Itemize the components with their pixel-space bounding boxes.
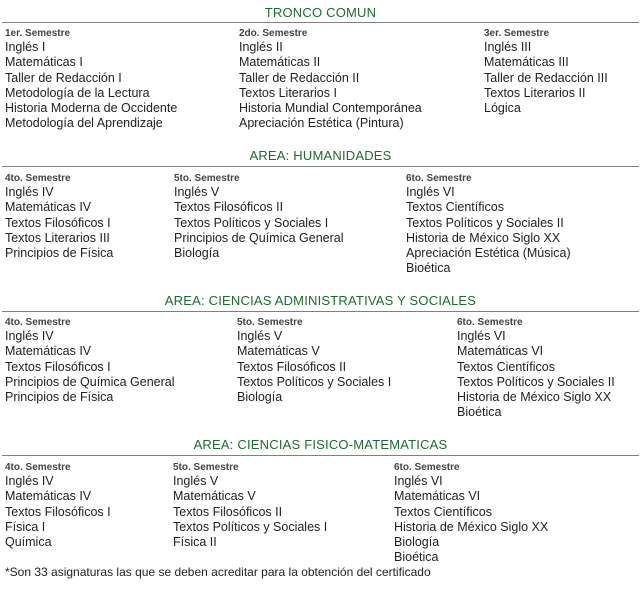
- course-item: Textos Políticos y Sociales I: [237, 374, 392, 389]
- semester-heading: 5to. Semestre: [173, 462, 239, 473]
- course-item: Inglés II: [239, 40, 283, 54]
- semester-column: [174, 173, 344, 261]
- course-item: Textos Literarios II: [484, 85, 586, 100]
- course-list: [406, 185, 571, 277]
- semester-heading: 5to. Semestre: [174, 173, 240, 184]
- semester-column: [237, 317, 391, 405]
- course-item: Taller de Redacción I: [5, 70, 122, 85]
- course-item: Matemáticas IV: [5, 344, 92, 359]
- section-divider: [2, 22, 639, 23]
- section-divider: [2, 455, 639, 456]
- semester-column: [239, 28, 422, 132]
- course-item: Matemáticas V: [173, 489, 256, 504]
- course-item: Metodología del Aprendizaje: [5, 116, 163, 131]
- course-item: Textos Literarios I: [239, 85, 337, 100]
- semester-column: [5, 317, 175, 405]
- semester-heading: 6to. Semestre: [394, 462, 460, 473]
- course-list: [173, 474, 327, 550]
- section-title-ciencias-fisico-matematicas: AREA: CIENCIAS FISICO-MATEMATICAS: [193, 437, 448, 452]
- semester-heading: 6to. Semestre: [457, 317, 523, 328]
- course-item: Historia Mundial Contemporánea: [239, 101, 422, 116]
- course-item: Matemáticas IV: [5, 200, 92, 215]
- section-title-ciencias-administrativas: AREA: CIENCIAS ADMINISTRATIVAS Y SOCIALES: [164, 293, 477, 308]
- course-item: Textos Literarios III: [5, 230, 110, 245]
- semester-column: [5, 462, 111, 550]
- course-item: Textos Filosóficos I: [5, 359, 111, 374]
- course-item: Apreciación Estética (Música): [406, 246, 571, 261]
- course-item: Inglés III: [484, 40, 532, 54]
- section-divider: [2, 166, 639, 167]
- course-item: Matemáticas I: [5, 55, 83, 70]
- course-item: Inglés V: [173, 474, 219, 488]
- course-item: Textos Políticos y Sociales II: [406, 215, 564, 230]
- course-item: Inglés VI: [406, 185, 455, 199]
- semester-heading: 4to. Semestre: [5, 462, 71, 473]
- course-item: Bioética: [457, 405, 502, 420]
- course-item: Matemáticas III: [484, 55, 569, 70]
- course-item: Textos Políticos y Sociales II: [457, 374, 615, 389]
- course-item: Inglés VI: [394, 474, 443, 488]
- course-item: Inglés V: [174, 185, 220, 199]
- semester-column: [173, 462, 327, 550]
- semester-column: [394, 462, 548, 566]
- course-item: Textos Filosóficos II: [173, 504, 283, 519]
- course-item: Inglés I: [5, 40, 46, 54]
- course-item: Historia de México Siglo XX: [406, 230, 561, 245]
- course-item: Textos Filosóficos I: [5, 215, 111, 230]
- course-item: Principios de Física: [5, 390, 114, 405]
- course-item: Bioética: [406, 261, 451, 276]
- course-item: Principios de Física: [5, 246, 114, 261]
- semester-heading: 4to. Semestre: [5, 173, 71, 184]
- semester-column: [484, 28, 608, 116]
- semester-heading: 3er. Semestre: [484, 28, 550, 39]
- course-item: Principios de Química General: [174, 230, 344, 245]
- course-item: Textos Filosóficos II: [174, 200, 284, 215]
- course-list: [457, 329, 615, 421]
- course-list: [5, 40, 177, 132]
- course-item: Física II: [173, 535, 217, 550]
- course-item: Historia Moderna de Occidente: [5, 101, 178, 116]
- course-list: [174, 185, 344, 261]
- section-title-humanidades: AREA: HUMANIDADES: [249, 148, 392, 163]
- course-item: Física I: [5, 519, 46, 534]
- course-item: Inglés IV: [5, 474, 54, 488]
- course-item: Matemáticas II: [239, 55, 321, 70]
- course-item: Textos Filosóficos II: [237, 359, 347, 374]
- course-item: Inglés IV: [5, 329, 54, 343]
- course-item: Metodología de la Lectura: [5, 85, 150, 100]
- course-item: Bioética: [394, 550, 439, 565]
- course-item: Inglés VI: [457, 329, 506, 343]
- course-item: Textos Políticos y Sociales I: [173, 519, 328, 534]
- semester-column: [5, 173, 113, 261]
- course-item: Historia de México Siglo XX: [394, 519, 549, 534]
- course-item: Biología: [174, 246, 220, 261]
- semester-column: [5, 28, 177, 132]
- semester-heading: 2do. Semestre: [239, 28, 308, 39]
- course-list: [239, 40, 422, 132]
- course-item: Textos Políticos y Sociales I: [174, 215, 329, 230]
- semester-heading: 1er. Semestre: [5, 28, 71, 39]
- semester-heading: 5to. Semestre: [237, 317, 303, 328]
- semester-heading: 4to. Semestre: [5, 317, 71, 328]
- course-item: Matemáticas VI: [394, 489, 481, 504]
- semester-column: [406, 173, 571, 277]
- course-list: [394, 474, 548, 566]
- course-list: [5, 329, 175, 405]
- course-list: [5, 474, 111, 550]
- section-divider: [2, 311, 639, 312]
- course-item: Textos Científicos: [394, 504, 492, 519]
- course-item: Apreciación Estética (Pintura): [239, 116, 404, 131]
- course-item: Principios de Química General: [5, 374, 175, 389]
- course-list: [237, 329, 391, 405]
- footnote: *Son 33 asignaturas las que se deben acreditar para la obtención del certificado: [5, 565, 431, 579]
- course-list: [484, 40, 608, 116]
- course-item: Matemáticas IV: [5, 489, 92, 504]
- course-item: Biología: [237, 390, 283, 405]
- course-item: Lógica: [484, 101, 521, 116]
- course-item: Textos Filosóficos I: [5, 504, 111, 519]
- course-item: Textos Científicos: [457, 359, 555, 374]
- course-item: Química: [5, 535, 52, 550]
- course-item: Taller de Redacción III: [484, 70, 608, 85]
- course-item: Inglés IV: [5, 185, 54, 199]
- section-title-tronco-comun: TRONCO COMUN: [264, 5, 377, 20]
- course-item: Textos Científicos: [406, 200, 504, 215]
- semester-heading: 6to. Semestre: [406, 173, 472, 184]
- course-list: [5, 185, 113, 261]
- course-item: Inglés V: [237, 329, 283, 343]
- course-item: Biología: [394, 535, 440, 550]
- course-item: Matemáticas V: [237, 344, 320, 359]
- course-item: Matemáticas VI: [457, 344, 544, 359]
- course-item: Historia de México Siglo XX: [457, 390, 612, 405]
- semester-column: [457, 317, 615, 421]
- course-item: Taller de Redacción II: [239, 70, 360, 85]
